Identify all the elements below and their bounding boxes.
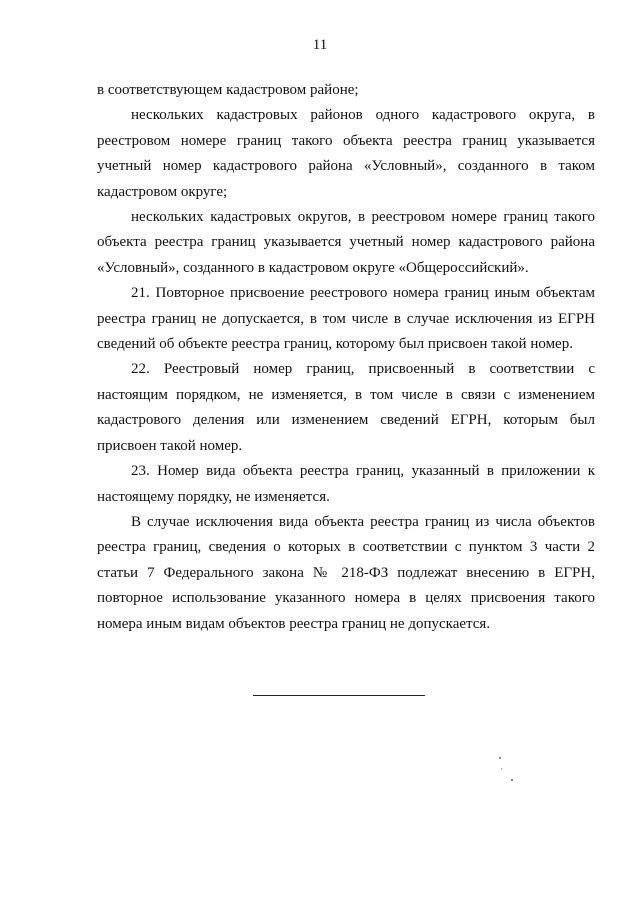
- scan-speck: [511, 779, 513, 781]
- end-separator-line: [253, 695, 425, 696]
- scan-speck: [499, 757, 501, 759]
- paragraph-continuation: в соответствующем кадастровом районе;: [97, 82, 359, 98]
- paragraph-item-23: 23. Номер вида объекта реестра границ, указанный в приложении к настоящему порядку, не изменяется.: [97, 463, 595, 505]
- paragraph-multiple-okrugs: нескольких кадастровых округов, в реестровом номере границ такого объекта реестра границ указывается учетный номер кадастрового района «Условный», созданного в кадастровом округе «Общероссийский».: [97, 209, 595, 276]
- paragraph-item-22: 22. Реестровый номер границ, присвоенный в соответствии с настоящим порядком, не изменяется, в том числе в связи с изменением кадастрового деления или изменением сведений ЕГРН, которым был присвоен такой номер.: [97, 361, 595, 454]
- document-body: [97, 78, 595, 637]
- paragraph-exclusion: В случае исключения вида объекта реестра границ из числа объектов реестра границ, сведения о которых в соответствии с пунктом 3 части 2 статьи 7 Федерального закона № 218-ФЗ подлежат внесению в ЕГРН, повторное использование указанного номера в целях присвоения такого номера иным видам объектов реестра границ не допускается.: [97, 513, 595, 632]
- page-number: 11: [312, 37, 328, 53]
- paragraph-item-21: 21. Повторное присвоение реестрового номера границ иным объектам реестра границ не допускается, в том числе в случае исключения из ЕГРН сведений об объекте реестра границ, которому был присвоен такой номер.: [97, 285, 595, 353]
- scan-speck: [501, 768, 502, 769]
- paragraph-multiple-districts: нескольких кадастровых районов одного кадастрового округа, в реестровом номере границ такого объекта реестра границ указывается учетный номер кадастрового района «Условный», созданного в таком кадастровом округе;: [97, 107, 595, 200]
